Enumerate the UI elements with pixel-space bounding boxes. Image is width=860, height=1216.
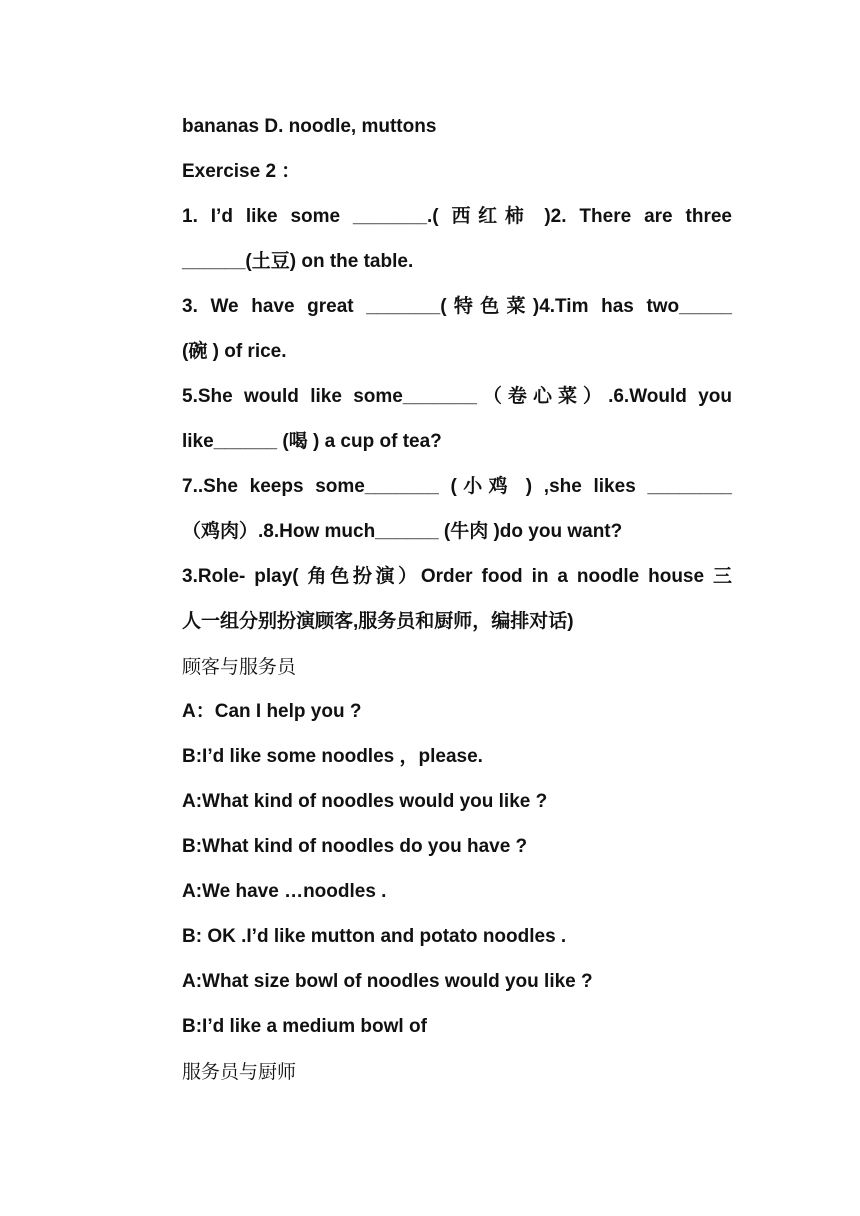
question-6-continued: like______ (喝 ) a cup of tea? <box>182 431 442 452</box>
dialogue-line-5: A:We have …noodles . <box>182 881 387 902</box>
dialogue-line-2: B:I’d like some noodles ，please. <box>182 746 483 767</box>
dialogue-line-8: B:I’d like a medium bowl of <box>182 1016 427 1037</box>
question-4-continued: (碗 ) of rice. <box>182 341 287 362</box>
question-5-6-line: 5.She would like some_______（卷心菜）.6.Would you <box>182 386 732 407</box>
dialogue-line-1: A：Can I help you ? <box>182 701 362 722</box>
question-3-4-line: 3. We have great _______(特色菜)4.Tim has two_____ <box>182 296 732 317</box>
question-7-8-line: （鸡肉）.8.How much______ (牛肉 )do you want? <box>182 521 623 542</box>
dialogue-line-4: B:What kind of noodles do you have ? <box>182 836 528 857</box>
role-play-heading: 3.Role- play( 角色扮演）Order food in a noodle house 三 <box>182 566 732 587</box>
dialogue-line-6: B: OK .I’d like mutton and potato noodles . <box>182 926 567 947</box>
question-1-2-line: 1. I’d like some _______.( 西红柿 )2. There are three <box>182 206 732 227</box>
question-2-continued: ______(土豆) on the table. <box>182 251 414 272</box>
role-play-instructions: 人一组分别扮演顾客,服务员和厨师，编排对话) <box>182 611 574 632</box>
section-customer-waiter: 顾客与服务员 <box>182 656 297 678</box>
question-7-line: 7..She keeps some_______ (小鸡 ) ,she likes ________ <box>182 476 732 497</box>
dialogue-line-7: A:What size bowl of noodles would you like ? <box>182 971 593 992</box>
section-waiter-chef: 服务员与厨师 <box>182 1061 297 1083</box>
text-line-1: bananas D. noodle, muttons <box>182 116 437 137</box>
exercise-2-heading: Exercise 2 ： <box>182 161 301 182</box>
dialogue-line-3: A:What kind of noodles would you like ? <box>182 791 548 812</box>
